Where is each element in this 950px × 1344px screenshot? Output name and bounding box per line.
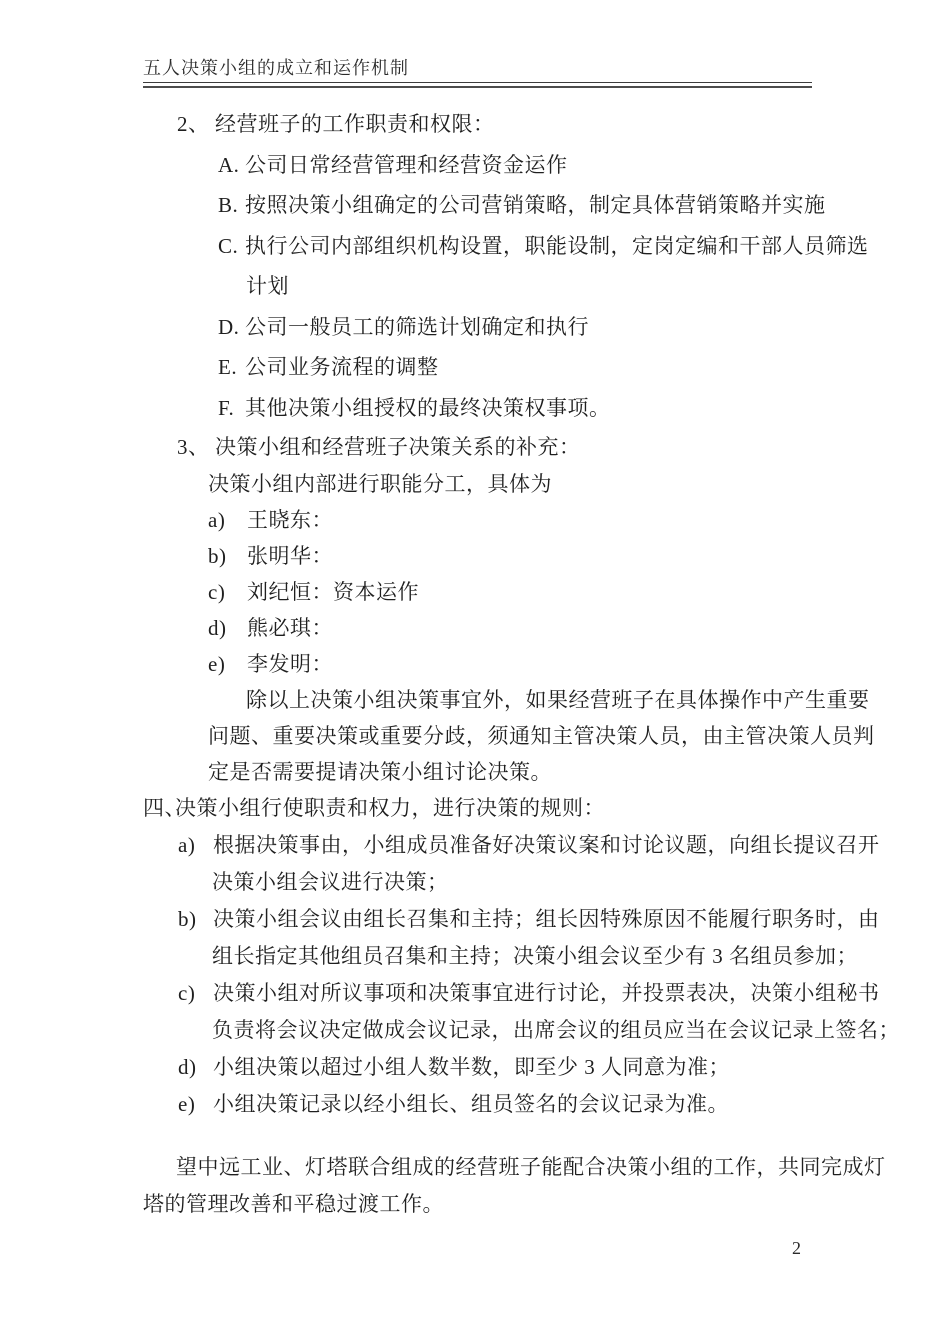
line-text: 熊必琪：: [247, 616, 333, 640]
paragraph-line: [143, 718, 875, 754]
line-text: 组长指定其他组员召集和主持；决策小组会议至少有 3 名组员参加；: [212, 944, 858, 968]
list-marker: a): [208, 508, 226, 532]
rule-item-b-continuation: [143, 938, 858, 975]
rule-item-e: [143, 1086, 815, 1123]
line-text: 除以上决策小组决策事宜外，如果经营班子在具体操作中产生重要: [246, 688, 870, 712]
list-item-C: [143, 226, 869, 267]
line-text: 计划: [246, 274, 289, 298]
rule-item-c: [143, 975, 880, 1012]
sub-heading-line: [143, 466, 815, 502]
document-body: [143, 104, 900, 1223]
list-marker: C.: [218, 233, 239, 258]
list-marker: d): [208, 616, 227, 640]
line-text: 望中远工业、灯塔联合组成的经营班子能配合决策小组的工作，共同完成灯: [176, 1155, 886, 1179]
list-item-3: [143, 428, 815, 466]
list-marker: d): [178, 1055, 197, 1079]
rule-item-b: [143, 901, 880, 938]
line-text: 执行公司内部组织机构设置，职能设制，定岗定编和干部人员筛选: [245, 233, 869, 258]
rule-item-d: [143, 1049, 815, 1086]
list-item-E: [143, 347, 815, 388]
list-marker: 四、: [143, 796, 186, 820]
list-marker: c): [208, 580, 226, 604]
line-text: 小组决策以超过小组人数半数，即至少 3 人同意为准；: [213, 1055, 730, 1079]
rule-item-c-continuation: [143, 1012, 900, 1049]
line-text: 张明华：: [247, 544, 333, 568]
rule-item-a: [143, 827, 880, 864]
list-marker: D.: [218, 314, 240, 339]
line-text: 按照决策小组确定的公司营销策略，制定具体营销策略并实施: [245, 193, 826, 217]
list-item-B: [143, 185, 826, 226]
line-text: 决策小组行使职责和权力，进行决策的规则：: [175, 796, 605, 820]
page-header: [143, 56, 812, 88]
line-text: 根据决策事由，小组成员准备好决策议案和讨论议题，向组长提议召开: [213, 833, 880, 857]
list-item-2: [143, 104, 815, 145]
closing-paragraph-line: [143, 1149, 886, 1186]
header-rule: [143, 86, 812, 88]
member-item-b: [143, 538, 815, 574]
line-text: 小组决策记录以经小组长、组员签名的会议记录为准。: [213, 1092, 729, 1116]
line-text: 决策小组会议由组长召集和主持；组长因特殊原因不能履行职务时，由: [213, 907, 880, 931]
line-text: 公司业务流程的调整: [245, 355, 439, 379]
line-text: 塔的管理改善和平稳过渡工作。: [143, 1192, 444, 1216]
line-text: 问题、重要决策或重要分歧，须通知主管决策人员，由主管决策人员判: [208, 724, 875, 748]
line-text: 决策小组和经营班子决策关系的补充：: [215, 435, 581, 459]
closing-paragraph-line: [143, 1186, 815, 1223]
paragraph-gap: [143, 1123, 815, 1149]
line-text: 决策小组内部进行职能分工，具体为: [208, 472, 552, 496]
list-marker: a): [178, 833, 196, 857]
list-marker: b): [208, 544, 227, 568]
section-heading-4: [143, 790, 815, 827]
line-text: 王晓东：: [247, 508, 333, 532]
list-marker: 2、: [177, 112, 210, 136]
header-title: 五人决策小组的成立和运作机制: [143, 56, 812, 83]
line-text: 其他决策小组授权的最终决策权事项。: [245, 395, 611, 420]
line-text: 公司一般员工的筛选计划确定和执行: [245, 314, 589, 339]
member-item-d: [143, 610, 815, 646]
page-footer: [792, 1238, 801, 1259]
page-number: 2: [792, 1238, 801, 1258]
list-item-D: [143, 307, 815, 348]
rule-item-a-continuation: [143, 864, 815, 901]
paragraph-line: [143, 754, 815, 790]
line-text: 李发明：: [247, 652, 333, 676]
list-marker: e): [178, 1092, 196, 1116]
paragraph-line: [143, 682, 870, 718]
member-item-a: [143, 502, 815, 538]
list-marker: E.: [218, 355, 238, 379]
list-marker: b): [178, 907, 197, 931]
list-marker: 3、: [177, 435, 210, 459]
line-text: 决策小组会议进行决策；: [212, 870, 449, 894]
line-text: 定是否需要提请决策小组讨论决策。: [208, 760, 552, 784]
list-marker: e): [208, 652, 226, 676]
member-item-e: [143, 646, 815, 682]
line-text: 公司日常经营管理和经营资金运作: [245, 152, 568, 177]
line-text: 经营班子的工作职责和权限：: [215, 112, 495, 136]
list-item-C-continuation: [143, 266, 815, 307]
list-item-F: [143, 388, 815, 429]
list-marker: c): [178, 981, 196, 1005]
member-item-c: [143, 574, 815, 610]
list-marker: F.: [218, 395, 235, 420]
list-item-A: [143, 145, 815, 186]
line-text: 刘纪恒：资本运作: [247, 580, 419, 604]
line-text: 负责将会议决定做成会议记录，出席会议的组员应当在会议记录上签名；: [212, 1018, 900, 1042]
list-marker: A.: [218, 152, 240, 177]
list-marker: B.: [218, 193, 239, 217]
line-text: 决策小组对所议事项和决策事宜进行讨论，并投票表决，决策小组秘书: [213, 981, 880, 1005]
